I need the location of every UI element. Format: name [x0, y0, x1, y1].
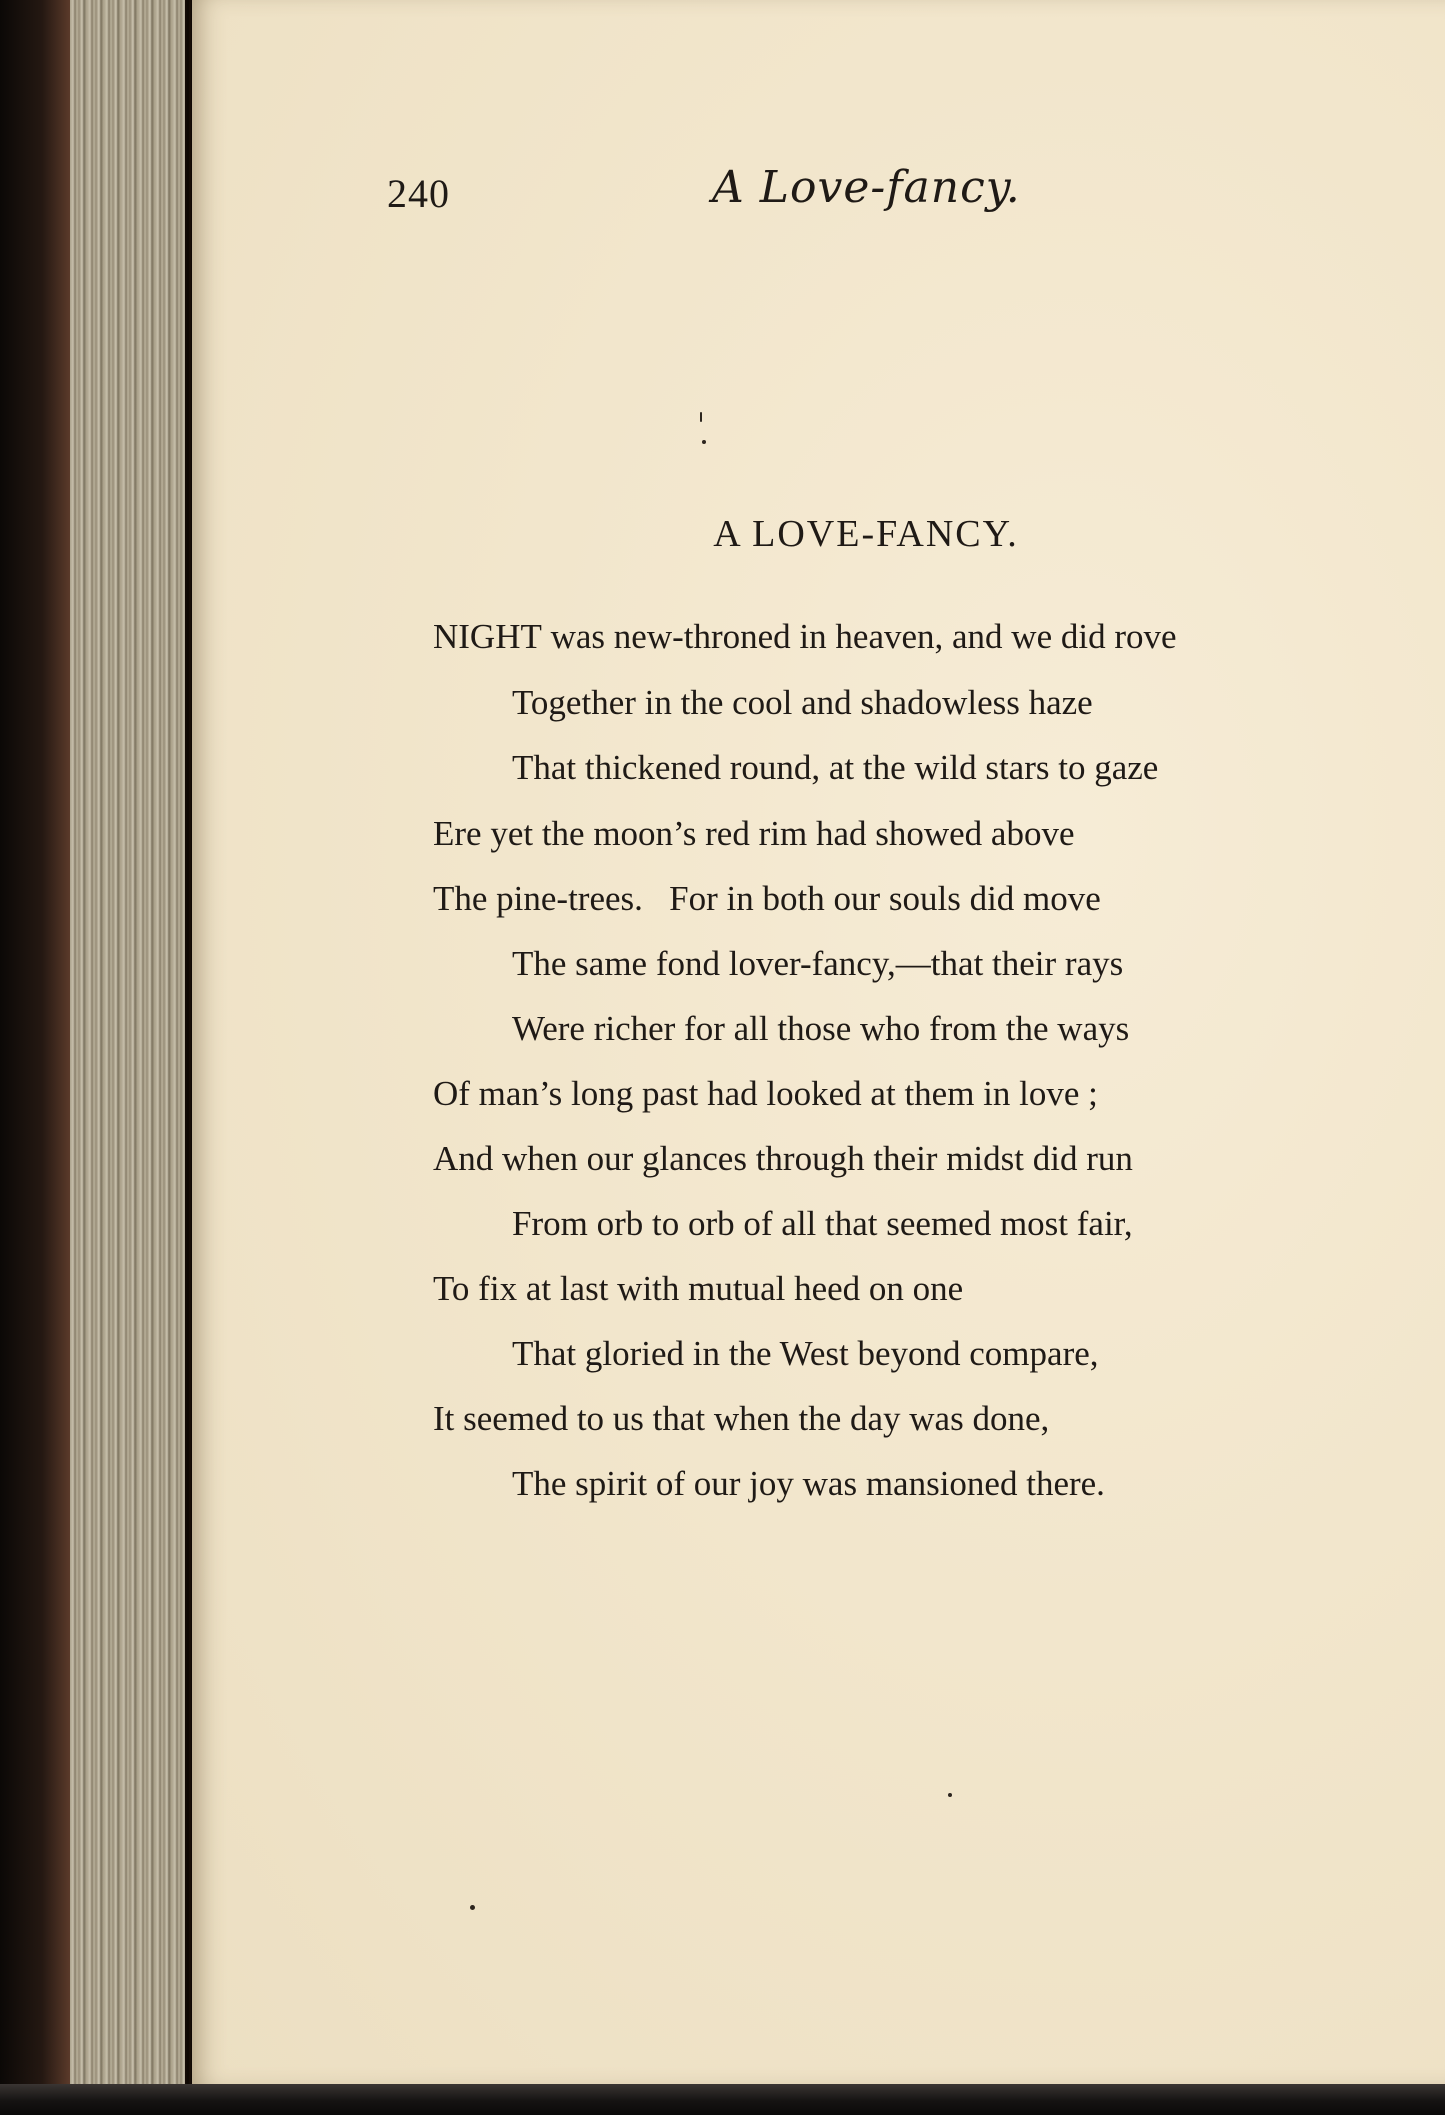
- running-title: A Love-fancy.: [712, 162, 1021, 213]
- poem-line-12: That gloried in the West beyond compare,: [512, 1334, 1099, 1373]
- paper-speck: [470, 1905, 475, 1910]
- poem-line-6: The same fond lover-fancy,—that their rays: [512, 944, 1124, 983]
- poem-line-5: The pine-trees. For in both our souls did move: [433, 879, 1101, 918]
- poem-line-1: [433, 617, 1177, 657]
- poem-first-word: NIGHT: [433, 617, 542, 656]
- page-number: 240: [387, 171, 450, 216]
- book-page-edges: [0, 0, 200, 2092]
- poem-line-10: From orb to orb of all that seemed most fair,: [512, 1204, 1133, 1243]
- poem-line-4: Ere yet the moon’s red rim had showed above: [433, 814, 1075, 853]
- poem-line-7: Were richer for all those who from the ways: [512, 1009, 1130, 1048]
- poem-line-9: And when our glances through their midst did run: [433, 1139, 1133, 1178]
- paper-speck: [700, 412, 702, 422]
- poem-line-2: Together in the cool and shadowless haze: [512, 683, 1093, 722]
- scan-bottom-edge: [0, 2084, 1445, 2115]
- poem-line-14: The spirit of our joy was mansioned there.: [512, 1464, 1105, 1503]
- running-head: [192, 162, 1445, 222]
- paper-speck: [948, 1793, 952, 1797]
- poem-line-13: It seemed to us that when the day was done,: [433, 1399, 1050, 1438]
- poem-line-1-text: was new-throned in heaven, and we did rove: [550, 617, 1177, 656]
- poem-title: A LOVE-FANCY.: [713, 513, 1019, 555]
- poem-line-11: To fix at last with mutual heed on one: [433, 1269, 964, 1308]
- poem-line-3: That thickened round, at the wild stars to gaze: [512, 748, 1159, 787]
- paper-speck: [702, 440, 706, 444]
- book-page: [192, 0, 1445, 2084]
- poem-line-8: Of man’s long past had looked at them in love ;: [433, 1074, 1098, 1113]
